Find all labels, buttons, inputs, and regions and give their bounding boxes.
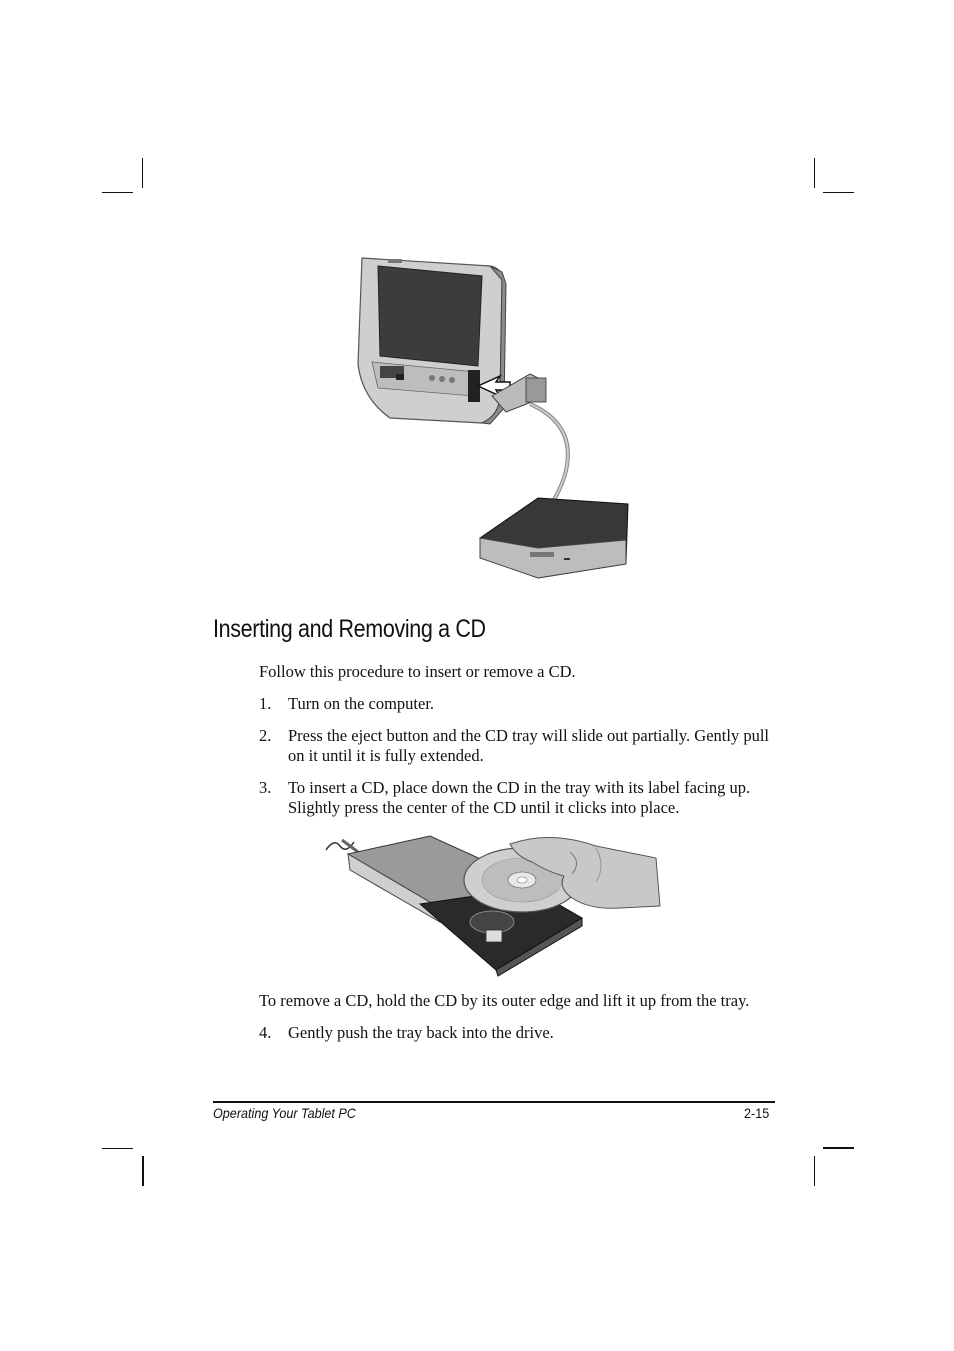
cd-insert-illustration xyxy=(320,826,665,978)
crop-mark-bottom-right-v xyxy=(814,1156,815,1186)
footer-rule xyxy=(213,1101,775,1103)
footer-chapter-title: Operating Your Tablet PC xyxy=(213,1105,356,1121)
section-title: Inserting and Removing a CD xyxy=(213,615,486,643)
crop-mark-top-right-v xyxy=(814,158,815,188)
list-item-number: 3. xyxy=(259,778,272,797)
list-item-number: 2. xyxy=(259,726,272,745)
list-item-number: 4. xyxy=(259,1023,272,1042)
crop-mark-bottom-left-h xyxy=(102,1148,133,1149)
list-item-text: Gently push the tray back into the drive. xyxy=(288,1023,554,1042)
tablet-cd-drive-illustration xyxy=(350,248,640,588)
crop-mark-top-left-h xyxy=(102,192,133,193)
crop-mark-top-left-v xyxy=(142,158,143,188)
crop-mark-top-right-h xyxy=(823,192,854,193)
crop-mark-bottom-left-v xyxy=(142,1156,144,1186)
list-item-text: Turn on the computer. xyxy=(288,694,435,713)
list-item-text: To insert a CD, place down the CD in the tray with its label facing up. Slightly press the center of the CD until it clicks into place. xyxy=(288,778,751,817)
list-item-number: 1. xyxy=(259,694,272,713)
list-item-text: Press the eject button and the CD tray will slide out partially. Gently pull on it until it is fully extended. xyxy=(288,726,770,765)
remove-paragraph: To remove a CD, hold the CD by its outer edge and lift it up from the tray. xyxy=(259,991,750,1010)
intro-paragraph: Follow this procedure to insert or remove a CD. xyxy=(259,662,576,681)
footer-page-number: 2-15 xyxy=(744,1105,770,1121)
crop-mark-bottom-right-h xyxy=(823,1147,854,1149)
